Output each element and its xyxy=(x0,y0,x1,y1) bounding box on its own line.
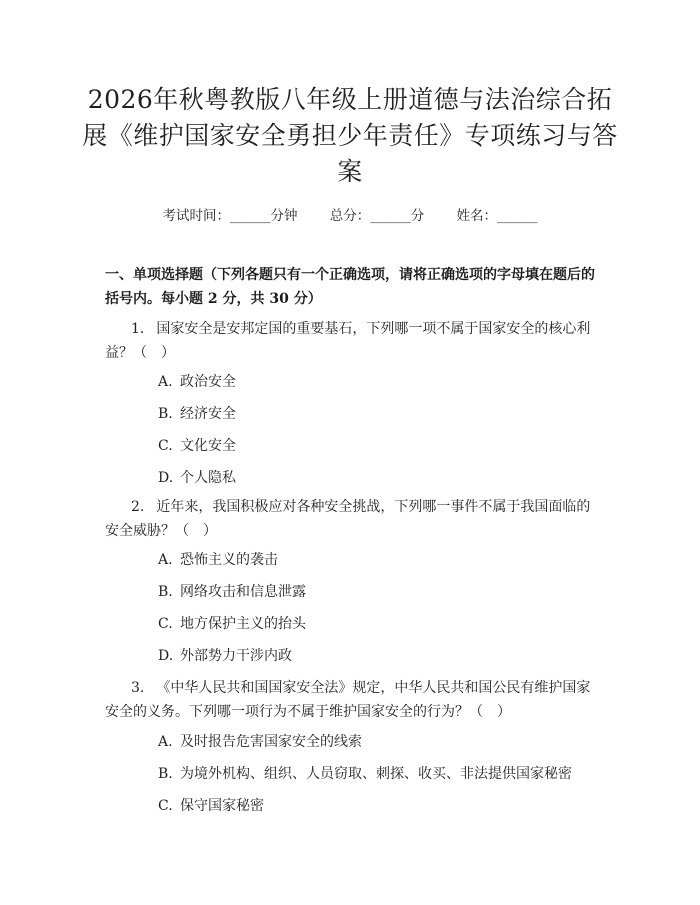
question-text: 国家安全是安邦定国的重要基石，下列哪一项不属于国家安全的核心利益？（ ） xyxy=(105,321,591,361)
option-3a: A. 及时报告危害国家安全的线索 xyxy=(158,734,362,750)
option-1a: A. 政治安全 xyxy=(158,374,236,390)
question-2 xyxy=(105,495,597,543)
question-1 xyxy=(105,317,597,365)
question-number: 3. xyxy=(131,680,145,696)
document-title: 2026年秋粤教版八年级上册道德与法治综合拓展《维护国家安全勇担少年责任》专项练习与答案 xyxy=(82,85,618,186)
exam-time-field: 考试时间：______分钟 xyxy=(162,208,298,224)
total-score-field: 总分：______分 xyxy=(329,208,425,224)
exam-meta xyxy=(0,204,700,224)
student-name-field: 姓名：______ xyxy=(456,208,538,224)
question-number: 1. xyxy=(131,321,145,337)
question-number: 2. xyxy=(131,499,145,515)
option-3b: B. 为境外机构、组织、人员窃取、刺探、收买、非法提供国家秘密 xyxy=(158,766,572,782)
option-1c: C. 文化安全 xyxy=(158,438,236,454)
option-1d: D. 个人隐私 xyxy=(158,470,236,486)
option-2d: D. 外部势力干涉内政 xyxy=(158,648,292,664)
option-1b: B. 经济安全 xyxy=(158,406,236,422)
question-text: 《中华人民共和国国家安全法》规定，中华人民共和国公民有维护国家安全的义务。下列哪一项行为不属于维护国家安全的行为？（ ） xyxy=(105,680,591,720)
option-2a: A. 恐怖主义的袭击 xyxy=(158,552,278,568)
question-text: 近年来，我国积极应对各种安全挑战，下列哪一事件不属于我国面临的安全威胁？（ ） xyxy=(105,499,591,539)
question-3 xyxy=(105,676,597,724)
section-heading: 一、单项选择题（下列各题只有一个正确选项，请将正确选项的字母填在题后的括号内。每小题 2 分，共 30 分） xyxy=(105,267,595,307)
option-2b: B. 网络攻击和信息泄露 xyxy=(158,584,306,600)
option-2c: C. 地方保护主义的抬头 xyxy=(158,616,306,632)
option-3c: C. 保守国家秘密 xyxy=(158,798,264,814)
